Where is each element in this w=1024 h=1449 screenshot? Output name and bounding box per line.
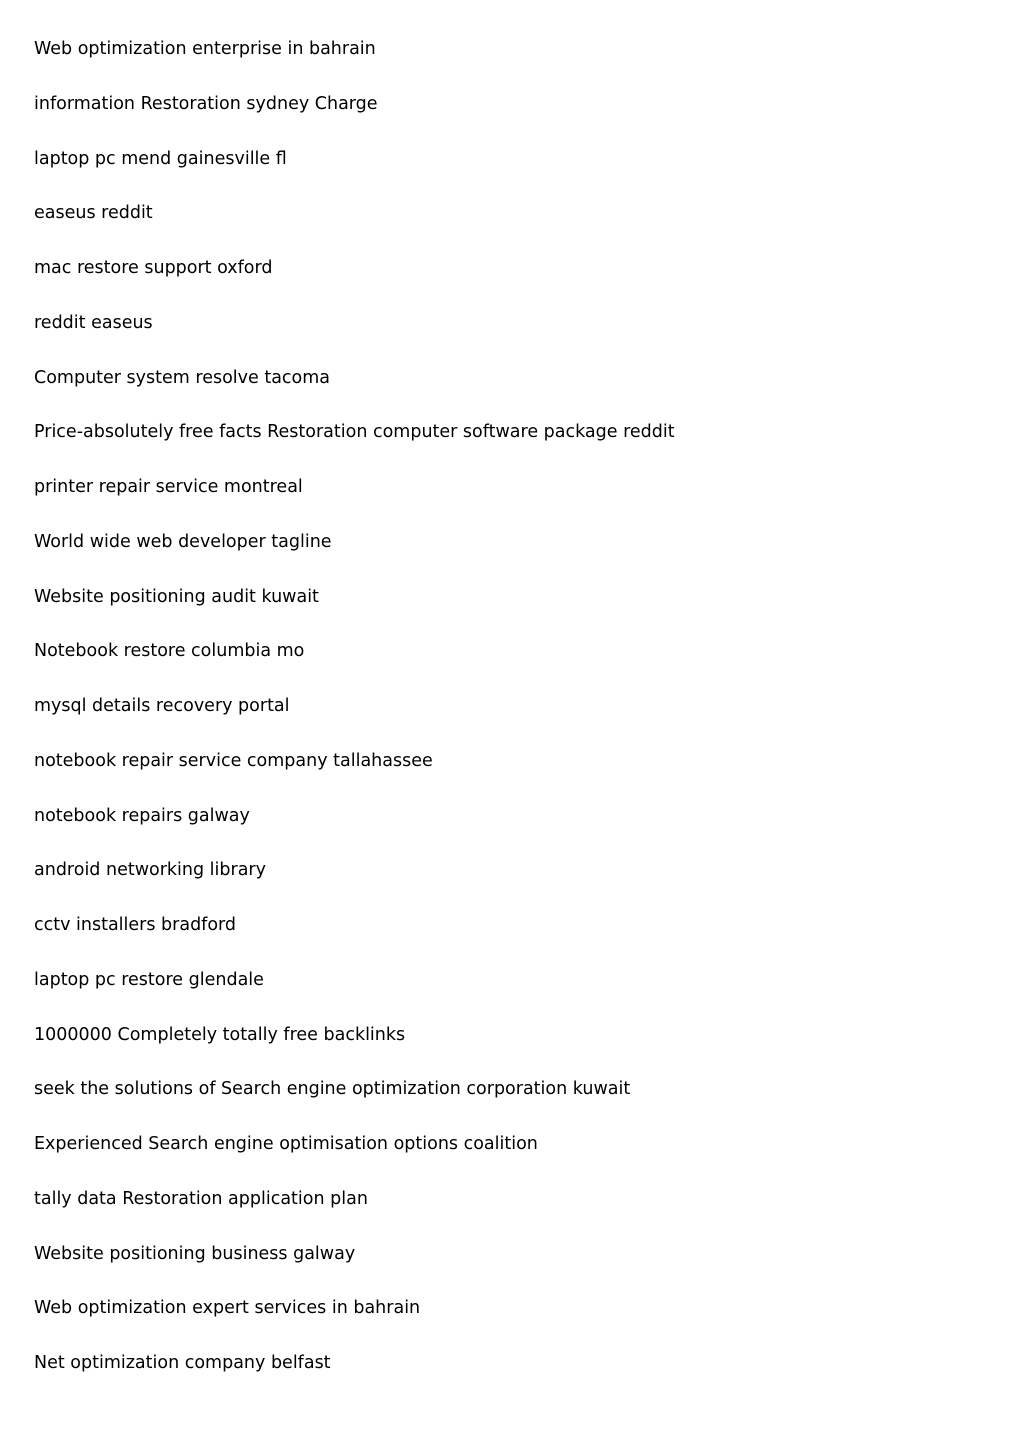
text-line: cctv installers bradford [34,915,237,935]
text-line: Experienced Search engine optimisation options coalition [34,1134,538,1154]
text-line: mac restore support oxford [34,258,273,278]
text-line: Website positioning audit kuwait [34,586,319,607]
text-line: Web optimization expert services in bahrain [34,1298,421,1319]
text-line: easeus reddit [34,203,153,224]
text-line: Price-absolutely free facts Restoration computer software package reddit [34,422,675,443]
text-line: reddit easeus [34,312,153,333]
text-line: notebook repairs galway [34,805,250,826]
text-line: 1000000 Completely totally free backlinks [34,1024,406,1045]
text-line: Website positioning business galway [34,1243,356,1264]
text-line: tally data Restoration application plan [34,1188,368,1209]
text-line: laptop pc restore glendale [34,969,264,990]
text-line: World wide web developer tagline [34,531,332,552]
text-line: android networking library [34,860,266,881]
text-line: Computer system resolve tacoma [34,367,331,388]
text-line: seek the solutions of Search engine optimization corporation kuwait [34,1079,631,1100]
text-line: mysql details recovery portal [34,696,290,716]
text-line: information Restoration sydney Charge [34,93,378,114]
text-line: laptop pc mend gainesville fl [34,148,287,169]
text-line: Net optimization company belfast [34,1353,331,1373]
text-line-list [34,37,675,1406]
text-line: notebook repair service company tallahassee [34,750,433,771]
text-line: printer repair service montreal [34,477,303,497]
text-line: Notebook restore columbia mo [34,641,305,662]
text-line: Web optimization enterprise in bahrain [34,39,376,59]
